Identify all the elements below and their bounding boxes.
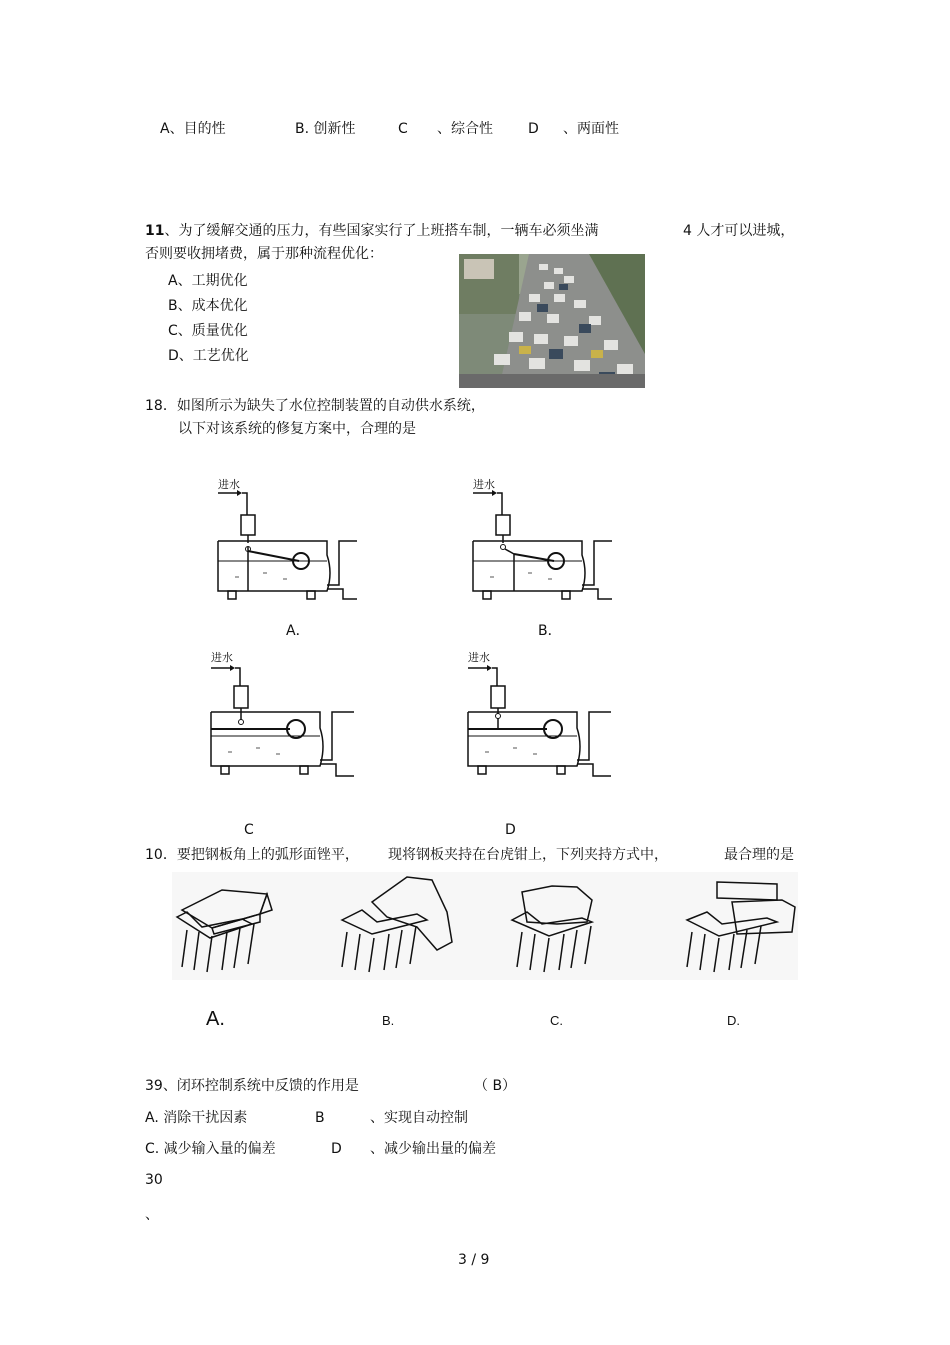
inlet-label: 进水: [218, 478, 240, 491]
prev-option-d-letter: D: [528, 121, 539, 137]
prev-option-d-text: 、两面性: [563, 121, 619, 137]
prev-option-a: A、目的性: [160, 121, 226, 137]
prev-option-c-letter: C: [398, 121, 408, 137]
q11-option-a: A、工期优化: [168, 273, 248, 289]
traffic-photo: [459, 254, 645, 388]
q39-answer: （ B）: [474, 1078, 517, 1094]
q18-label-c: C: [244, 822, 254, 838]
q18-label-d: D: [505, 822, 516, 838]
inlet-label: 进水: [468, 651, 490, 664]
vise-b: [342, 877, 452, 972]
tank-diagram-a: [215, 477, 360, 605]
vise-a: [177, 890, 272, 972]
q18-label-b: B．: [538, 623, 562, 639]
q39-option-b-text: 、实现自动控制: [370, 1110, 468, 1126]
q30-mark: 、: [145, 1207, 159, 1223]
tank-diagram-d: [465, 650, 613, 780]
q11-number: 11: [145, 223, 165, 239]
q10-stem-c: 最合理的是: [724, 847, 794, 863]
vise-c: [512, 886, 592, 972]
q18-stem-line2: 以下对该系统的修复方案中，合理的是: [178, 421, 416, 437]
q39-option-d-text: 、减少输出量的偏差: [370, 1141, 496, 1157]
prev-option-c-text: 、综合性: [437, 121, 493, 137]
prev-option-b: B. 创新性: [295, 121, 356, 137]
q10-stem-a: 10．要把钢板角上的弧形面锉平，: [145, 847, 359, 863]
q18-label-a: A．: [286, 623, 310, 639]
inlet-label: 进水: [473, 478, 495, 491]
q10-label-d: D.: [727, 1013, 740, 1028]
q11-option-c: C、质量优化: [168, 323, 248, 339]
q10-label-a: A.: [206, 1008, 225, 1030]
q11-stem-line1: [145, 222, 598, 240]
q10-label-b: B.: [382, 1013, 395, 1028]
q11-stem-line2: 否则要收拥堵费，属于那种流程优化：: [145, 246, 383, 262]
q30-number: 30: [145, 1172, 163, 1188]
q39-option-a: A. 消除干扰因素: [145, 1110, 248, 1126]
q18-stem-line1: 18．如图所示为缺失了水位控制装置的自动供水系统，: [145, 398, 485, 414]
inlet-label: 进水: [211, 651, 233, 664]
q11-option-d: D、工艺优化: [168, 348, 249, 364]
q39-option-d-letter: D: [331, 1141, 342, 1157]
q39-option-b-letter: B: [315, 1110, 325, 1126]
tank-diagram-b: [470, 477, 615, 605]
q11-option-b: B、成本优化: [168, 298, 248, 314]
q39-stem: 39、闭环控制系统中反馈的作用是: [145, 1078, 359, 1094]
q11-stem-b: 4 人才可以进城，: [683, 223, 795, 239]
q11-stem-a: 、为了缓解交通的压力，有些国家实行了上班搭车制，一辆车必须坐满: [164, 223, 599, 239]
tank-diagram-c: [208, 650, 356, 780]
q10-stem-b: 现将钢板夹持在台虎钳上，下列夹持方式中，: [388, 847, 668, 863]
q39-option-c: C. 减少输入量的偏差: [145, 1141, 276, 1157]
vise-d: [687, 882, 795, 972]
vise-figures: [172, 872, 798, 980]
page-number: 3 / 9: [458, 1252, 490, 1268]
q10-label-c: C.: [550, 1013, 563, 1028]
